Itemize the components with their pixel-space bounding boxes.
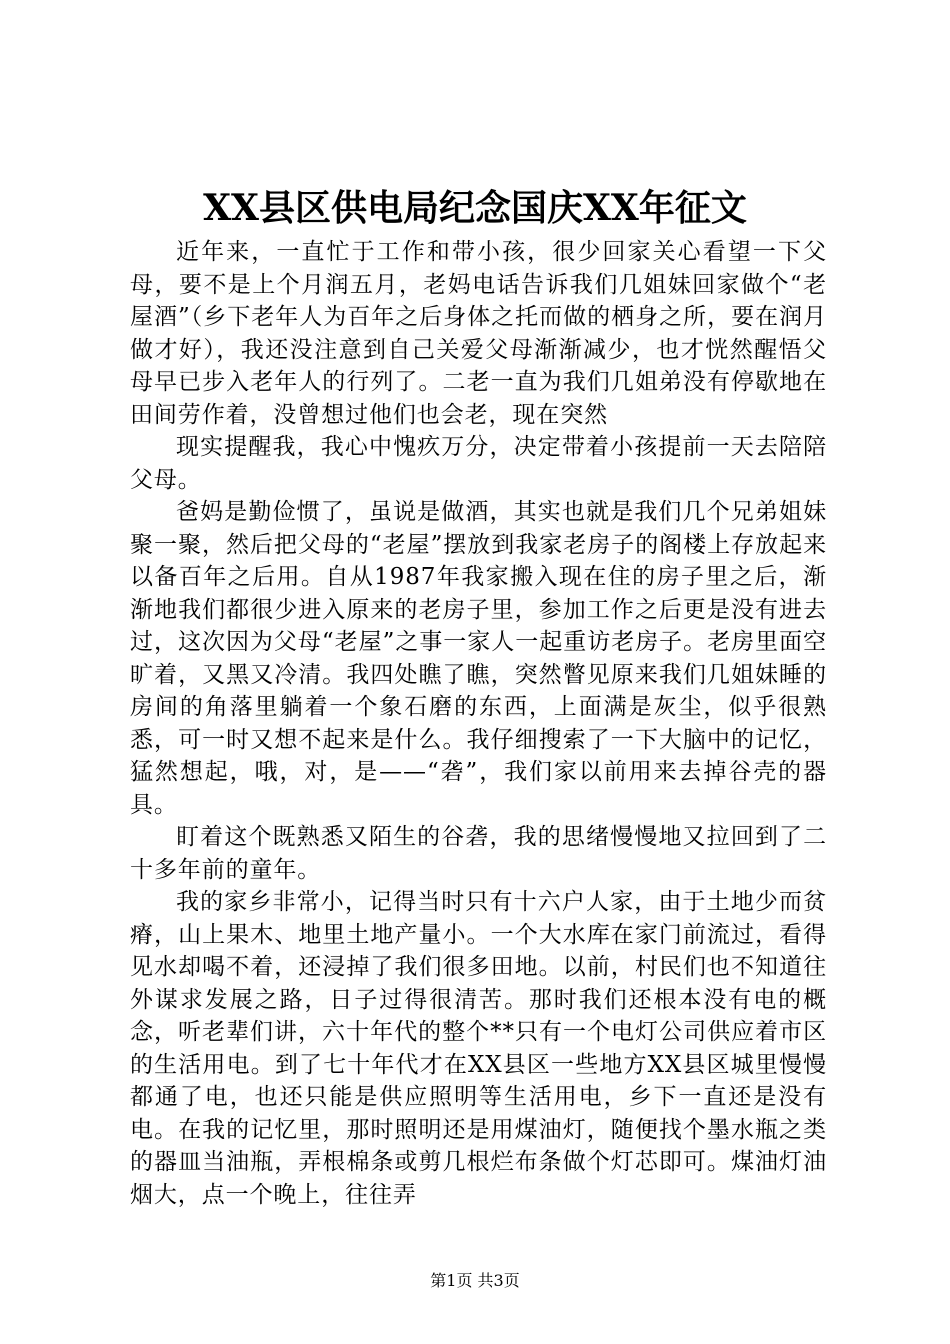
- document-body: [130, 236, 827, 1211]
- paragraph: 近年来，一直忙于工作和带小孩，很少回家关心看望一下父母，要不是上个月润五月，老妈电话告诉我们几姐妹回家做个“老屋酒”（乡下老年人为百年之后身体之托而做的栖身之所，要在润月做才好），我还没注意到自己关爱父母渐渐减少，也才恍然醒悟父母早已步入老年人的行列了。二老一直为我们几姐弟没有停歇地在田间劳作着，没曾想过他们也会老，现在突然: [130, 239, 827, 428]
- paragraph: 现实提醒我，我心中愧疚万分，决定带着小孩提前一天去陪陪父母。: [130, 434, 827, 493]
- paragraph: 爸妈是勤俭惯了，虽说是做酒，其实也就是我们几个兄弟姐妹聚一聚，然后把父母的“老屋”摆放到我家老房子的阁楼上存放起来以备百年之后用。自从1987年我家搬入现在住的房子里之后，渐渐地我们都很少进入原来的老房子里，参加工作之后更是没有进去过，这次因为父母“老屋”之事一家人一起重访老房子。老房里面空旷着，又黑又冷清。我四处瞧了瞧，突然瞥见原来我们几姐妹睡的房间的角落里躺着一个象石磨的东西，上面满是灰尘，似乎很熟悉，可一时又想不起来是什么。我仔细搜索了一下大脑中的记忆，猛然想起，哦，对，是——“砻”，我们家以前用来去掉谷壳的器具。: [130, 499, 827, 818]
- paragraph: 我的家乡非常小，记得当时只有十六户人家，由于土地少而贫瘠，山上果木、地里土地产量小。一个大水库在家门前流过，看得见水却喝不着，还浸掉了我们很多田地。以前，村民们也不知道往外谋求发展之路，日子过得很清苦。那时我们还根本没有电的概念，听老辈们讲，六十年代的整个**只有一个电灯公司供应着市区的生活用电。到了七十年代才在XX县区一些地方XX县区城里慢慢都通了电，也还只能是供应照明等生活用电，乡下一直还是没有电。在我的记忆里，那时照明还是用煤油灯，随便找个墨水瓶之类的器皿当油瓶，弄根棉条或剪几根烂布条做个灯芯即可。煤油灯油烟大，点一个晚上，往往弄: [130, 889, 827, 1208]
- document-title: XX县区供电局纪念国庆XX年征文: [203, 187, 747, 229]
- page-number-footer: 第1页 共3页: [430, 1271, 520, 1290]
- paragraph: 盯着这个既熟悉又陌生的谷砻，我的思绪慢慢地又拉回到了二十多年前的童年。: [130, 824, 827, 883]
